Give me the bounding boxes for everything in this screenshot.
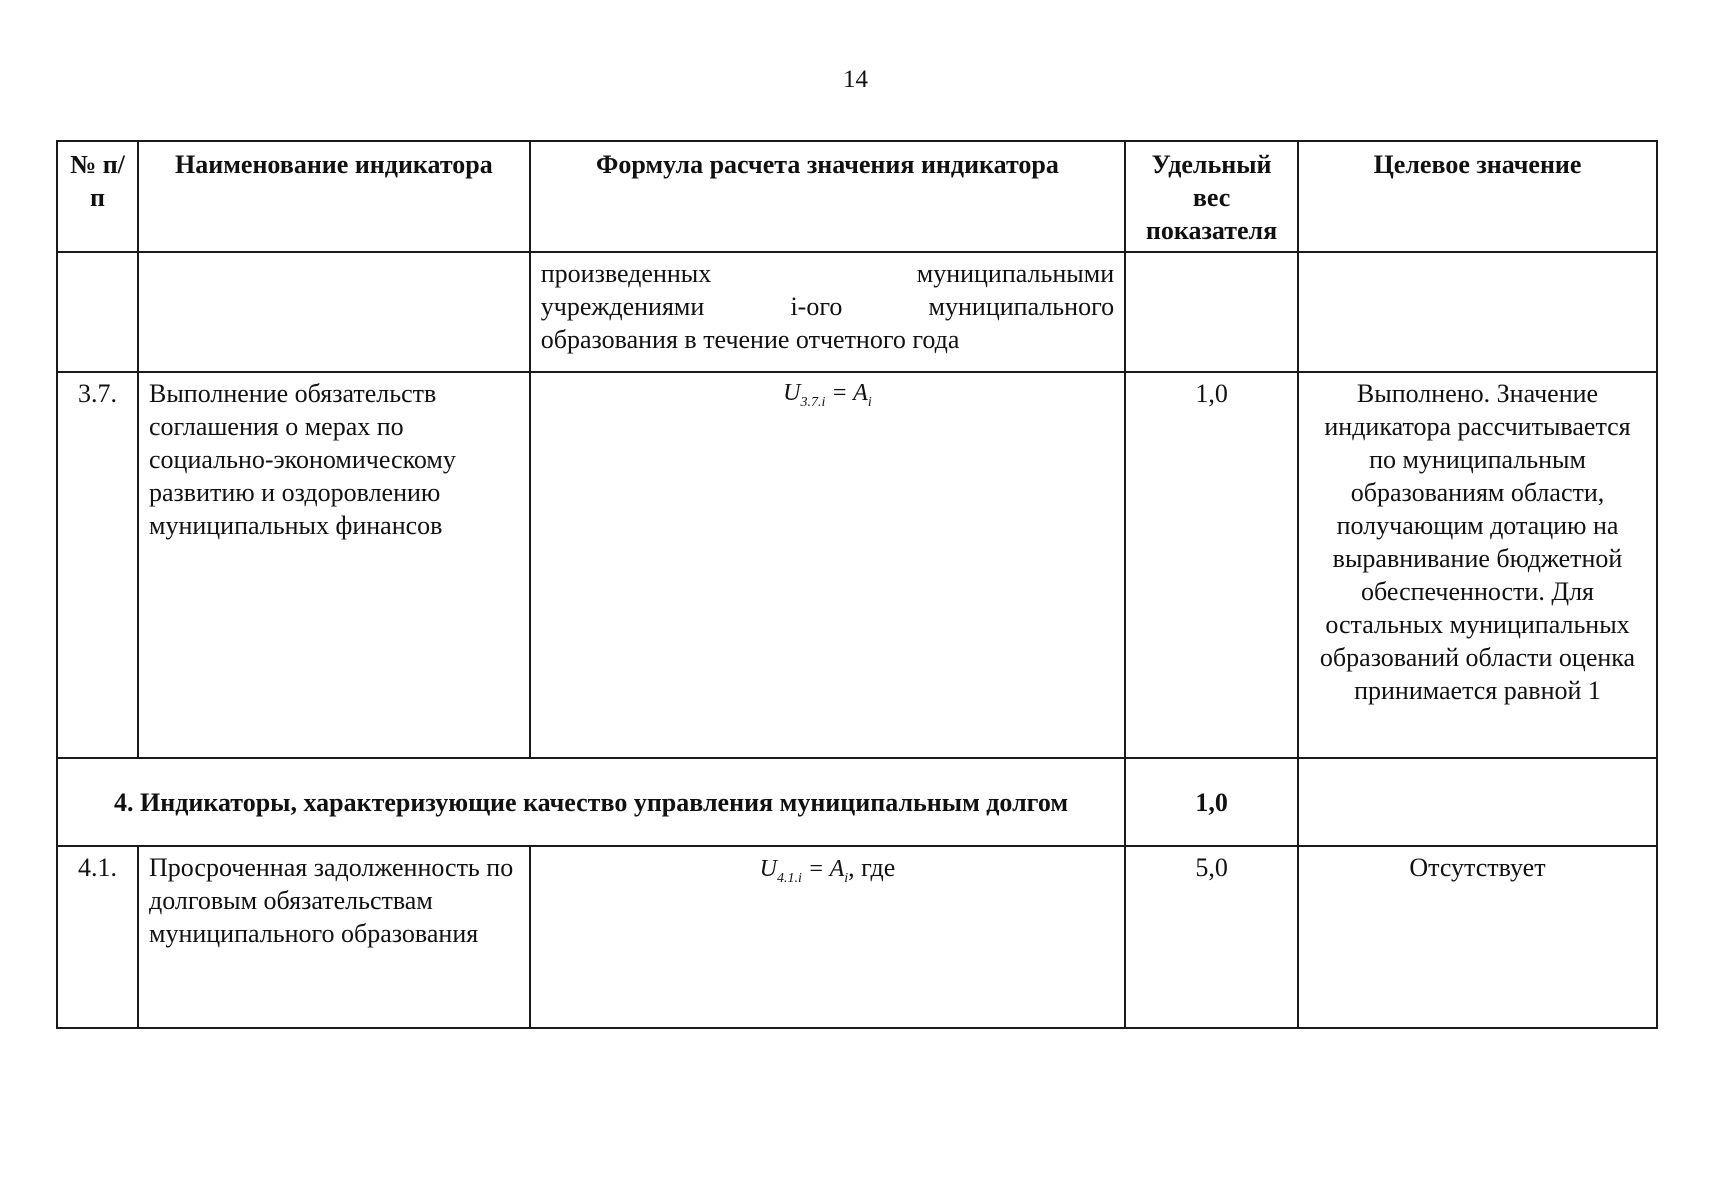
formula-tail: , где [848,853,896,882]
cell-target: Выполнено. Значение индикатора рассчитывается по муниципальным образованиям области, получающим дотацию на выравнивание бюджетной обеспеченности. Для остальных муниципальных образований области оценка принимается равной 1 [1298,372,1657,758]
cell-formula [530,372,1125,758]
table-row-continuation [57,252,1657,372]
header-num: № п/п [57,141,138,252]
table-row-4-1 [57,846,1657,1028]
cell-formula-continuation [530,252,1125,372]
section-weight: 1,0 [1125,758,1298,846]
indicator-table [56,140,1658,1029]
table-row-section-4 [57,758,1657,846]
cell-empty [138,252,530,372]
formula-rhs-sub: i [844,870,849,886]
formula-rhs: = A [825,380,868,406]
cell-weight: 1,0 [1125,372,1298,758]
header-name: Наименование индикатора [138,141,530,252]
page-number: 14 [843,66,868,93]
formula-var: U [759,856,777,882]
table-row-3-7 [57,372,1657,758]
header-target: Целевое значение [1298,141,1657,252]
cell-num: 4.1. [57,846,138,1028]
header-weight: Удельный вес показателя [1125,141,1298,252]
cell-name: Просроченная задолженность по долговым обязательствам муниципального образования [138,846,530,1028]
section-title: 4. Индикаторы, характеризующие качество управления муниципальным долгом [57,758,1125,846]
cell-empty [1298,252,1657,372]
table-header-row [57,141,1657,252]
formula-line: образования в течение отчетного года [540,325,960,354]
formula-sub: 3.7.i [800,394,826,410]
cell-target: Отсутствует [1298,846,1657,1028]
cell-formula [530,846,1125,1028]
cell-weight: 5,0 [1125,846,1298,1028]
cell-empty [1298,758,1657,846]
formula-line: произведенных муниципальными [540,259,1115,288]
formula-line: учреждениями i-ого муниципального [540,292,1115,321]
header-formula: Формула расчета значения индикатора [530,141,1125,252]
cell-name: Выполнение обязательств соглашения о мерах по социально-экономическому развитию и оздоровлению муниципальных финансов [138,372,530,758]
formula-var: U [783,380,801,406]
cell-empty [1125,252,1298,372]
cell-num: 3.7. [57,372,138,758]
formula-sub: 4.1.i [776,870,802,886]
formula-rhs-sub: i [867,394,872,410]
cell-empty [57,252,138,372]
formula-rhs: = A [801,856,845,882]
